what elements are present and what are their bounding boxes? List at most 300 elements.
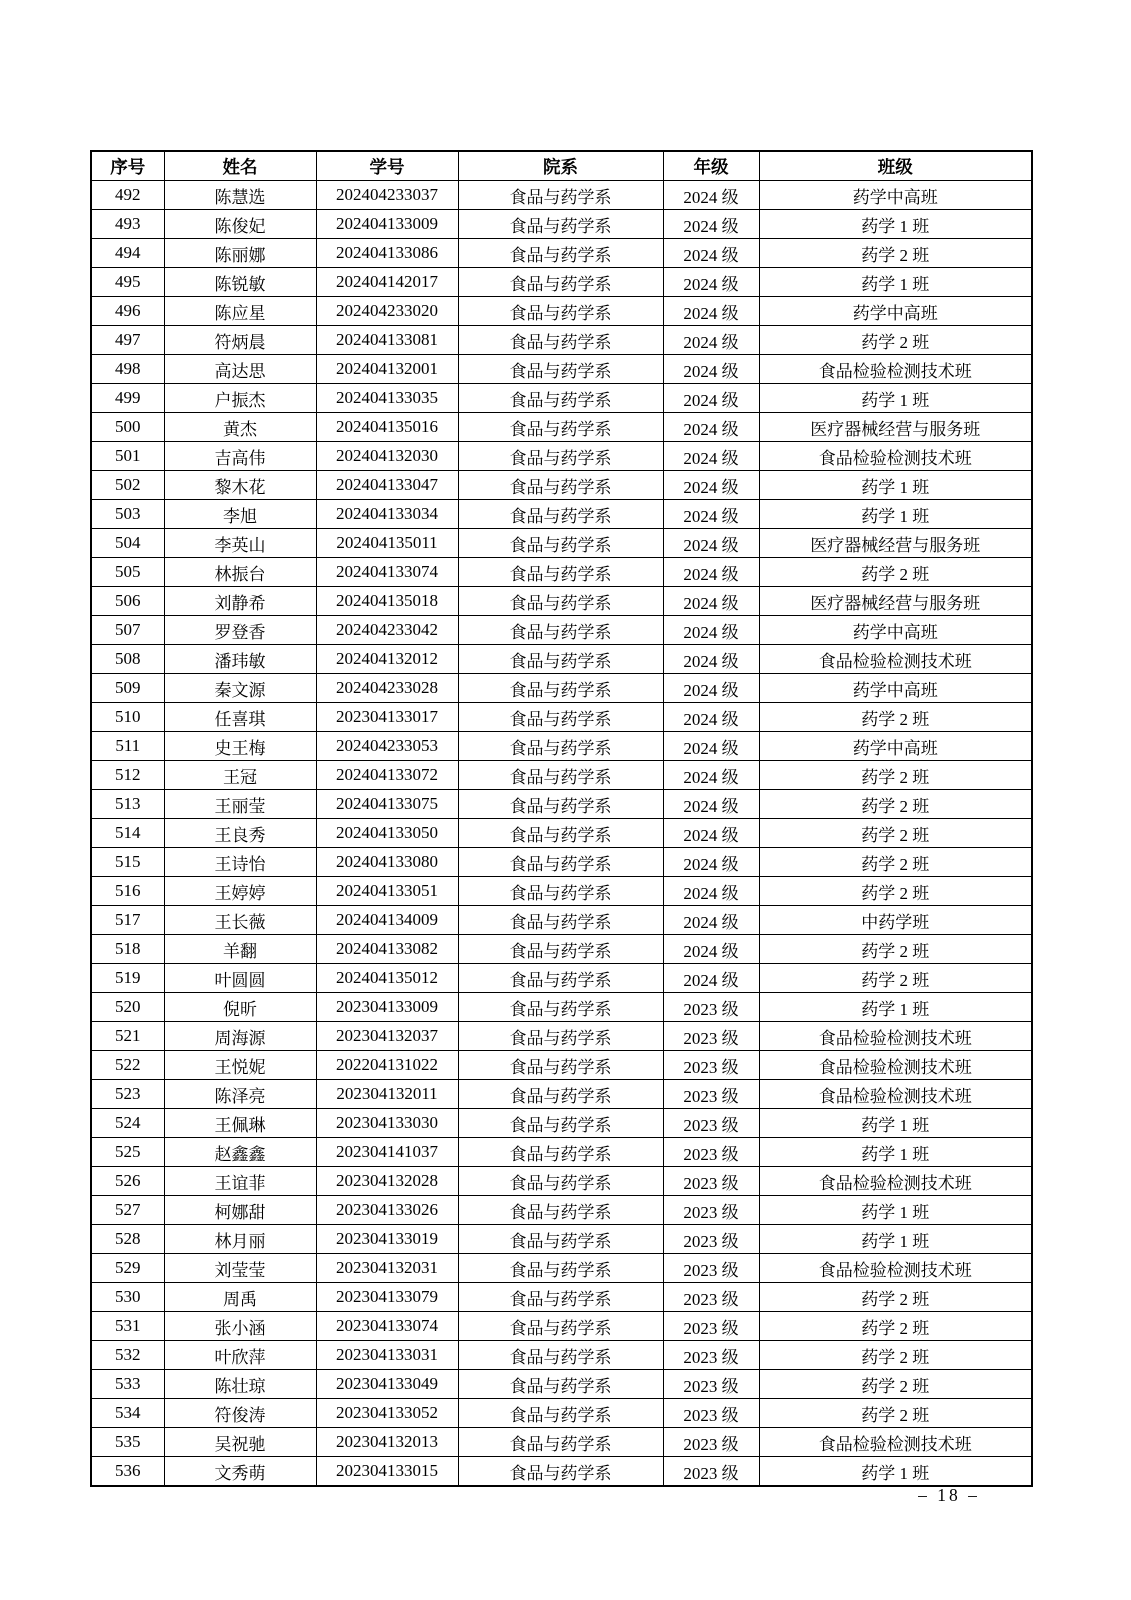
cell-student_id: 202404133080 — [316, 848, 458, 877]
cell-student_id: 202404133050 — [316, 819, 458, 848]
cell-name: 叶圆圆 — [164, 964, 316, 993]
cell-department: 食品与药学系 — [458, 1283, 663, 1312]
cell-index: 527 — [91, 1196, 164, 1225]
header-cell-index: 序号 — [91, 151, 164, 181]
cell-department: 食品与药学系 — [458, 1399, 663, 1428]
cell-name: 文秀萌 — [164, 1457, 316, 1487]
cell-index: 501 — [91, 442, 164, 471]
table-row — [91, 993, 1032, 1022]
cell-department: 食品与药学系 — [458, 587, 663, 616]
cell-name: 符俊涛 — [164, 1399, 316, 1428]
table-row — [91, 761, 1032, 790]
cell-class: 药学 1 班 — [759, 210, 1032, 239]
cell-name: 李旭 — [164, 500, 316, 529]
table-row — [91, 848, 1032, 877]
table-row — [91, 1254, 1032, 1283]
cell-student_id: 202304133079 — [316, 1283, 458, 1312]
cell-name: 刘莹莹 — [164, 1254, 316, 1283]
cell-student_id: 202404133074 — [316, 558, 458, 587]
cell-department: 食品与药学系 — [458, 1196, 663, 1225]
cell-index: 503 — [91, 500, 164, 529]
cell-class: 食品检验检测技术班 — [759, 1080, 1032, 1109]
table-row — [91, 616, 1032, 645]
cell-class: 药学 1 班 — [759, 993, 1032, 1022]
cell-department: 食品与药学系 — [458, 413, 663, 442]
cell-index: 493 — [91, 210, 164, 239]
cell-class: 药学 1 班 — [759, 500, 1032, 529]
cell-class: 药学 2 班 — [759, 935, 1032, 964]
cell-department: 食品与药学系 — [458, 297, 663, 326]
cell-grade: 2024 级 — [663, 645, 759, 674]
cell-student_id: 202304133052 — [316, 1399, 458, 1428]
cell-grade: 2024 级 — [663, 761, 759, 790]
cell-department: 食品与药学系 — [458, 1080, 663, 1109]
cell-grade: 2024 级 — [663, 471, 759, 500]
cell-student_id: 202304141037 — [316, 1138, 458, 1167]
cell-student_id: 202404142017 — [316, 268, 458, 297]
cell-class: 药学 2 班 — [759, 326, 1032, 355]
cell-index: 532 — [91, 1341, 164, 1370]
cell-grade: 2024 级 — [663, 210, 759, 239]
cell-name: 刘静希 — [164, 587, 316, 616]
table-row — [91, 1283, 1032, 1312]
cell-class: 药学 2 班 — [759, 558, 1032, 587]
table-row — [91, 1225, 1032, 1254]
cell-class: 食品检验检测技术班 — [759, 1022, 1032, 1051]
cell-index: 516 — [91, 877, 164, 906]
cell-department: 食品与药学系 — [458, 355, 663, 384]
header-row — [91, 151, 1032, 181]
cell-index: 497 — [91, 326, 164, 355]
cell-department: 食品与药学系 — [458, 1022, 663, 1051]
cell-student_id: 202304133015 — [316, 1457, 458, 1487]
page-number: – 18 – — [918, 1485, 980, 1505]
cell-class: 药学 1 班 — [759, 268, 1032, 297]
cell-name: 王佩琳 — [164, 1109, 316, 1138]
cell-department: 食品与药学系 — [458, 442, 663, 471]
cell-name: 潘玮敏 — [164, 645, 316, 674]
cell-grade: 2023 级 — [663, 1254, 759, 1283]
cell-index: 506 — [91, 587, 164, 616]
cell-index: 522 — [91, 1051, 164, 1080]
table-row — [91, 239, 1032, 268]
cell-student_id: 202404135016 — [316, 413, 458, 442]
header-cell-name: 姓名 — [164, 151, 316, 181]
cell-grade: 2023 级 — [663, 993, 759, 1022]
cell-grade: 2024 级 — [663, 790, 759, 819]
cell-department: 食品与药学系 — [458, 181, 663, 210]
cell-class: 药学中高班 — [759, 616, 1032, 645]
header-cell-grade: 年级 — [663, 151, 759, 181]
table-row — [91, 413, 1032, 442]
header-cell-class: 班级 — [759, 151, 1032, 181]
table-row — [91, 1399, 1032, 1428]
cell-class: 食品检验检测技术班 — [759, 1167, 1032, 1196]
cell-department: 食品与药学系 — [458, 732, 663, 761]
cell-student_id: 202304132028 — [316, 1167, 458, 1196]
table-row — [91, 268, 1032, 297]
cell-class: 药学中高班 — [759, 732, 1032, 761]
table-row — [91, 384, 1032, 413]
cell-student_id: 202404135012 — [316, 964, 458, 993]
cell-student_id: 202404135011 — [316, 529, 458, 558]
cell-index: 499 — [91, 384, 164, 413]
cell-class: 药学 1 班 — [759, 1225, 1032, 1254]
cell-name: 陈应星 — [164, 297, 316, 326]
cell-name: 赵鑫鑫 — [164, 1138, 316, 1167]
cell-grade: 2024 级 — [663, 964, 759, 993]
cell-index: 517 — [91, 906, 164, 935]
cell-student_id: 202304133031 — [316, 1341, 458, 1370]
cell-department: 食品与药学系 — [458, 645, 663, 674]
cell-index: 528 — [91, 1225, 164, 1254]
cell-name: 高达思 — [164, 355, 316, 384]
cell-grade: 2023 级 — [663, 1283, 759, 1312]
table-row — [91, 210, 1032, 239]
cell-class: 食品检验检测技术班 — [759, 645, 1032, 674]
cell-class: 药学 2 班 — [759, 239, 1032, 268]
cell-name: 黄杰 — [164, 413, 316, 442]
cell-department: 食品与药学系 — [458, 326, 663, 355]
cell-department: 食品与药学系 — [458, 1341, 663, 1370]
cell-grade: 2024 级 — [663, 935, 759, 964]
cell-class: 药学 1 班 — [759, 1109, 1032, 1138]
cell-department: 食品与药学系 — [458, 848, 663, 877]
cell-index: 524 — [91, 1109, 164, 1138]
cell-index: 504 — [91, 529, 164, 558]
cell-class: 药学 2 班 — [759, 1399, 1032, 1428]
table-row — [91, 674, 1032, 703]
cell-class: 药学 2 班 — [759, 1312, 1032, 1341]
cell-name: 任喜琪 — [164, 703, 316, 732]
cell-student_id: 202404233020 — [316, 297, 458, 326]
cell-student_id: 202304133026 — [316, 1196, 458, 1225]
cell-name: 符炳晨 — [164, 326, 316, 355]
cell-class: 食品检验检测技术班 — [759, 355, 1032, 384]
table-row — [91, 1370, 1032, 1399]
cell-grade: 2024 级 — [663, 355, 759, 384]
table-body — [91, 181, 1032, 1487]
cell-department: 食品与药学系 — [458, 471, 663, 500]
table-row — [91, 355, 1032, 384]
cell-index: 519 — [91, 964, 164, 993]
cell-student_id: 202404133047 — [316, 471, 458, 500]
cell-department: 食品与药学系 — [458, 1370, 663, 1399]
cell-index: 508 — [91, 645, 164, 674]
cell-name: 王婷婷 — [164, 877, 316, 906]
cell-department: 食品与药学系 — [458, 529, 663, 558]
cell-grade: 2024 级 — [663, 558, 759, 587]
cell-grade: 2024 级 — [663, 384, 759, 413]
cell-name: 羊翻 — [164, 935, 316, 964]
cell-name: 陈泽亮 — [164, 1080, 316, 1109]
table-row — [91, 1109, 1032, 1138]
cell-class: 食品检验检测技术班 — [759, 1254, 1032, 1283]
cell-grade: 2023 级 — [663, 1428, 759, 1457]
cell-class: 食品检验检测技术班 — [759, 1051, 1032, 1080]
cell-department: 食品与药学系 — [458, 935, 663, 964]
cell-student_id: 202404133034 — [316, 500, 458, 529]
cell-class: 药学 1 班 — [759, 1196, 1032, 1225]
cell-student_id: 202404233042 — [316, 616, 458, 645]
header-cell-student_id: 学号 — [316, 151, 458, 181]
cell-student_id: 202204131022 — [316, 1051, 458, 1080]
table-row — [91, 181, 1032, 210]
cell-department: 食品与药学系 — [458, 1428, 663, 1457]
cell-name: 王丽莹 — [164, 790, 316, 819]
cell-department: 食品与药学系 — [458, 819, 663, 848]
cell-class: 药学 2 班 — [759, 761, 1032, 790]
cell-grade: 2023 级 — [663, 1399, 759, 1428]
cell-student_id: 202304133009 — [316, 993, 458, 1022]
cell-department: 食品与药学系 — [458, 964, 663, 993]
cell-student_id: 202404133035 — [316, 384, 458, 413]
cell-name: 陈俊妃 — [164, 210, 316, 239]
cell-name: 陈壮琼 — [164, 1370, 316, 1399]
cell-class: 药学 2 班 — [759, 703, 1032, 732]
cell-grade: 2024 级 — [663, 906, 759, 935]
table-row — [91, 906, 1032, 935]
cell-name: 史王梅 — [164, 732, 316, 761]
cell-student_id: 202304133030 — [316, 1109, 458, 1138]
cell-index: 535 — [91, 1428, 164, 1457]
cell-department: 食品与药学系 — [458, 790, 663, 819]
cell-index: 534 — [91, 1399, 164, 1428]
cell-grade: 2024 级 — [663, 529, 759, 558]
cell-grade: 2024 级 — [663, 848, 759, 877]
cell-department: 食品与药学系 — [458, 1138, 663, 1167]
cell-index: 505 — [91, 558, 164, 587]
table-row — [91, 1138, 1032, 1167]
cell-student_id: 202404133051 — [316, 877, 458, 906]
cell-class: 中药学班 — [759, 906, 1032, 935]
table-row — [91, 964, 1032, 993]
cell-index: 529 — [91, 1254, 164, 1283]
cell-student_id: 202404133072 — [316, 761, 458, 790]
cell-grade: 2023 级 — [663, 1080, 759, 1109]
cell-class: 药学中高班 — [759, 674, 1032, 703]
table-row — [91, 645, 1032, 674]
cell-index: 526 — [91, 1167, 164, 1196]
cell-name: 王长薇 — [164, 906, 316, 935]
cell-grade: 2023 级 — [663, 1051, 759, 1080]
cell-index: 518 — [91, 935, 164, 964]
cell-department: 食品与药学系 — [458, 906, 663, 935]
cell-student_id: 202304133074 — [316, 1312, 458, 1341]
cell-class: 药学 2 班 — [759, 877, 1032, 906]
cell-index: 500 — [91, 413, 164, 442]
cell-student_id: 202304133019 — [316, 1225, 458, 1254]
cell-student_id: 202404135018 — [316, 587, 458, 616]
table-row — [91, 819, 1032, 848]
table-row — [91, 1341, 1032, 1370]
table-row — [91, 442, 1032, 471]
cell-department: 食品与药学系 — [458, 1312, 663, 1341]
cell-department: 食品与药学系 — [458, 616, 663, 645]
cell-department: 食品与药学系 — [458, 1254, 663, 1283]
cell-department: 食品与药学系 — [458, 1225, 663, 1254]
cell-index: 492 — [91, 181, 164, 210]
cell-grade: 2024 级 — [663, 297, 759, 326]
table-row — [91, 1196, 1032, 1225]
cell-index: 496 — [91, 297, 164, 326]
cell-index: 502 — [91, 471, 164, 500]
cell-grade: 2023 级 — [663, 1167, 759, 1196]
cell-grade: 2024 级 — [663, 587, 759, 616]
cell-grade: 2024 级 — [663, 239, 759, 268]
cell-department: 食品与药学系 — [458, 268, 663, 297]
cell-name: 张小涵 — [164, 1312, 316, 1341]
cell-department: 食品与药学系 — [458, 674, 663, 703]
table-row — [91, 500, 1032, 529]
cell-grade: 2024 级 — [663, 616, 759, 645]
cell-name: 陈丽娜 — [164, 239, 316, 268]
cell-name: 李英山 — [164, 529, 316, 558]
cell-department: 食品与药学系 — [458, 239, 663, 268]
cell-index: 495 — [91, 268, 164, 297]
cell-index: 507 — [91, 616, 164, 645]
cell-index: 510 — [91, 703, 164, 732]
cell-student_id: 202304132013 — [316, 1428, 458, 1457]
cell-grade: 2024 级 — [663, 674, 759, 703]
cell-class: 医疗器械经营与服务班 — [759, 587, 1032, 616]
table-row — [91, 790, 1032, 819]
table-row — [91, 1457, 1032, 1487]
cell-index: 536 — [91, 1457, 164, 1487]
cell-class: 食品检验检测技术班 — [759, 1428, 1032, 1457]
cell-department: 食品与药学系 — [458, 1051, 663, 1080]
cell-index: 520 — [91, 993, 164, 1022]
cell-name: 黎木花 — [164, 471, 316, 500]
cell-class: 药学中高班 — [759, 181, 1032, 210]
cell-class: 药学 2 班 — [759, 1370, 1032, 1399]
cell-student_id: 202304132037 — [316, 1022, 458, 1051]
cell-class: 药学 2 班 — [759, 1341, 1032, 1370]
cell-index: 523 — [91, 1080, 164, 1109]
cell-grade: 2024 级 — [663, 413, 759, 442]
cell-department: 食品与药学系 — [458, 384, 663, 413]
cell-student_id: 202304132011 — [316, 1080, 458, 1109]
table-row — [91, 297, 1032, 326]
table-row — [91, 877, 1032, 906]
cell-department: 食品与药学系 — [458, 1457, 663, 1487]
cell-grade: 2024 级 — [663, 500, 759, 529]
cell-name: 柯娜甜 — [164, 1196, 316, 1225]
cell-class: 医疗器械经营与服务班 — [759, 529, 1032, 558]
cell-name: 王谊菲 — [164, 1167, 316, 1196]
cell-grade: 2024 级 — [663, 819, 759, 848]
cell-index: 514 — [91, 819, 164, 848]
table-row — [91, 1080, 1032, 1109]
cell-student_id: 202304133017 — [316, 703, 458, 732]
cell-grade: 2023 级 — [663, 1312, 759, 1341]
cell-student_id: 202404133075 — [316, 790, 458, 819]
cell-index: 513 — [91, 790, 164, 819]
cell-index: 509 — [91, 674, 164, 703]
cell-index: 498 — [91, 355, 164, 384]
cell-grade: 2023 级 — [663, 1370, 759, 1399]
cell-department: 食品与药学系 — [458, 558, 663, 587]
cell-index: 511 — [91, 732, 164, 761]
cell-grade: 2023 级 — [663, 1196, 759, 1225]
cell-department: 食品与药学系 — [458, 1109, 663, 1138]
cell-grade: 2023 级 — [663, 1138, 759, 1167]
cell-name: 叶欣萍 — [164, 1341, 316, 1370]
cell-class: 食品检验检测技术班 — [759, 442, 1032, 471]
cell-student_id: 202304132031 — [316, 1254, 458, 1283]
cell-index: 533 — [91, 1370, 164, 1399]
cell-class: 医疗器械经营与服务班 — [759, 413, 1032, 442]
cell-student_id: 202404133086 — [316, 239, 458, 268]
cell-grade: 2024 级 — [663, 877, 759, 906]
cell-name: 吉高伟 — [164, 442, 316, 471]
cell-grade: 2023 级 — [663, 1109, 759, 1138]
cell-student_id: 202404233053 — [316, 732, 458, 761]
table-row — [91, 732, 1032, 761]
cell-student_id: 202404133081 — [316, 326, 458, 355]
cell-grade: 2024 级 — [663, 326, 759, 355]
cell-name: 罗登香 — [164, 616, 316, 645]
table-row — [91, 1051, 1032, 1080]
cell-index: 494 — [91, 239, 164, 268]
table-row — [91, 1167, 1032, 1196]
table-row — [91, 1022, 1032, 1051]
cell-class: 药学 2 班 — [759, 1283, 1032, 1312]
table-row — [91, 935, 1032, 964]
cell-class: 药学 1 班 — [759, 384, 1032, 413]
cell-student_id: 202304133049 — [316, 1370, 458, 1399]
cell-index: 525 — [91, 1138, 164, 1167]
cell-grade: 2023 级 — [663, 1022, 759, 1051]
cell-class: 药学 2 班 — [759, 790, 1032, 819]
cell-class: 药学 1 班 — [759, 1138, 1032, 1167]
cell-grade: 2024 级 — [663, 732, 759, 761]
cell-grade: 2024 级 — [663, 442, 759, 471]
table-row — [91, 471, 1032, 500]
cell-name: 周海源 — [164, 1022, 316, 1051]
cell-name: 王诗怡 — [164, 848, 316, 877]
cell-department: 食品与药学系 — [458, 993, 663, 1022]
cell-department: 食品与药学系 — [458, 703, 663, 732]
cell-name: 倪昕 — [164, 993, 316, 1022]
cell-name: 王良秀 — [164, 819, 316, 848]
cell-name: 陈锐敏 — [164, 268, 316, 297]
table-row — [91, 1428, 1032, 1457]
table-row — [91, 558, 1032, 587]
cell-name: 户振杰 — [164, 384, 316, 413]
cell-student_id: 202404132012 — [316, 645, 458, 674]
cell-department: 食品与药学系 — [458, 500, 663, 529]
cell-index: 521 — [91, 1022, 164, 1051]
cell-name: 林振台 — [164, 558, 316, 587]
cell-class: 药学 2 班 — [759, 848, 1032, 877]
table-header — [91, 151, 1032, 181]
cell-index: 512 — [91, 761, 164, 790]
cell-student_id: 202404132030 — [316, 442, 458, 471]
cell-name: 周禹 — [164, 1283, 316, 1312]
cell-grade: 2023 级 — [663, 1225, 759, 1254]
cell-name: 王冠 — [164, 761, 316, 790]
cell-grade: 2024 级 — [663, 181, 759, 210]
cell-grade: 2023 级 — [663, 1457, 759, 1487]
cell-index: 531 — [91, 1312, 164, 1341]
cell-class: 药学 2 班 — [759, 964, 1032, 993]
cell-department: 食品与药学系 — [458, 1167, 663, 1196]
cell-department: 食品与药学系 — [458, 877, 663, 906]
cell-student_id: 202404132001 — [316, 355, 458, 384]
cell-student_id: 202404133009 — [316, 210, 458, 239]
student-roster-table — [90, 150, 1033, 1487]
